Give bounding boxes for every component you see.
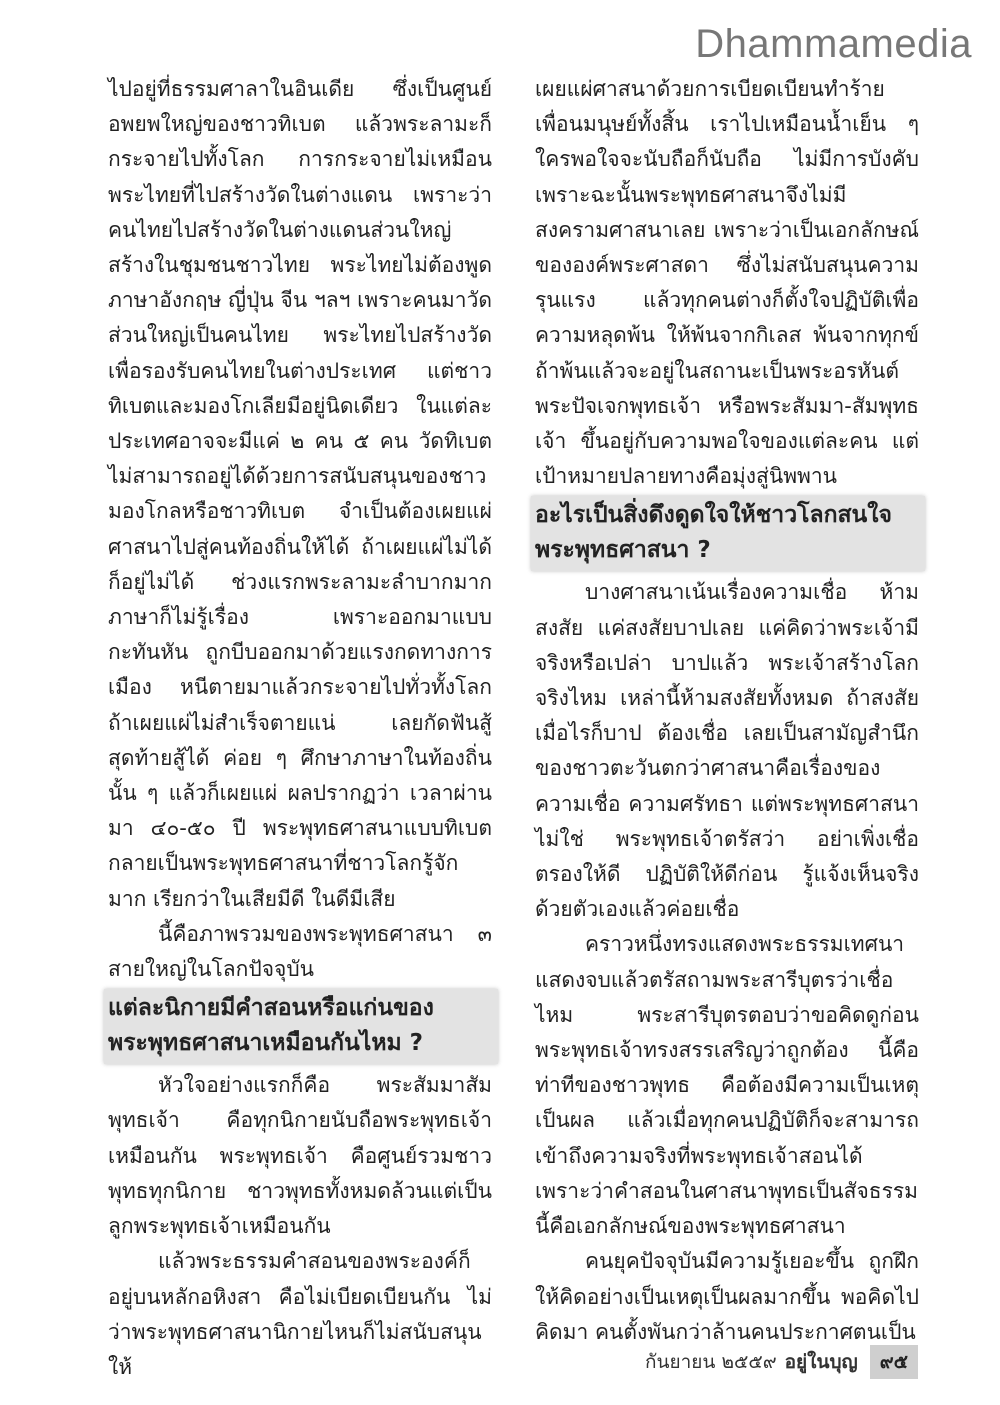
magazine-name: อยู่ในบุญ [784,1351,858,1373]
section-heading: อะไรเป็นสิ่งดึงดูดใจให้ชาวโลกสนใจพระพุทธศาสนา ? [531,496,925,571]
section-heading: แต่ละนิกายมีคำสอนหรือแก่นของพระพุทธศาสนาเหมือนกันไหม ? [104,989,498,1064]
page-number: ๙๕ [870,1345,918,1379]
paragraph: คนยุคปัจจุบันมีความรู้เยอะขึ้น ถูกฝึกให้คิดอย่างเป็นเหตุเป็นผลมากขึ้น พอคิดไปคิดมา คนตั้งพันกว่าล้านคนประกาศตนเป็น [535,1249,919,1344]
paragraph: บางศาสนาเน้นเรื่องความเชื่อ ห้ามสงสัย แค่สงสัยบาปเลย แค่คิดว่าพระเจ้ามีจริงหรือเปล่า บาปแล้ว พระเจ้าสร้างโลกจริงไหม เหล่านี้ห้ามสงสัยทั้งหมด ถ้าสงสัยเมื่อไรก็บาป ต้องเชื่อ เลยเป็นสามัญสำนึกของชาวตะวันตกว่าศาสนาคือเรื่องของความเชื่อ ความศรัทธา แต่พระพุทธศาสนาไม่ใช่ พระพุทธเจ้าตรัสว่า อย่าเพิ่งเชื่อ ตรองให้ดี ปฏิบัติให้ดีก่อน รู้แจ้งเห็นจริงด้วยตัวเองแล้วค่อยเชื่อ [535,580,919,922]
paragraph: เผยแผ่ศาสนาด้วยการเบียดเบียนทำร้ายเพื่อนมนุษย์ทั้งสิ้น เราไปเหมือนน้ำเย็น ๆ ใครพอใจจะนับถือก็นับถือ ไม่มีการบังคับ เพราะฉะนั้นพระพุทธศาสนาจึงไม่มีสงครามศาสนาเลย เพราะว่าเป็นเอกลักษณ์ขององค์พระศาสดา ซึ่งไม่สนับสนุนความรุนแรง แล้วทุกคนต่างก็ตั้งใจปฏิบัติเพื่อความหลุดพ้น ให้พ้นจากกิเลส พ้นจากทุกข์ ถ้าพ้นแล้วจะอยู่ในสถานะเป็นพระอรหันต์ พระปัจเจกพุทธเจ้า หรือพระสัมมา-สัมพุทธเจ้า ขึ้นอยู่กับความพอใจของแต่ละคน แต่เป้าหมายปลายทางคือมุ่งสู่นิพพาน [535,77,919,489]
paragraph: คราวหนึ่งทรงแสดงพระธรรมเทศนา แสดงจบแล้วตรัสถามพระสารีบุตรว่าเชื่อไหม พระสารีบุตรตอบว่าขอคิดดูก่อน พระพุทธเจ้าทรงสรรเสริญว่าถูกต้อง นี้คือท่าทีของชาวพุทธ คือต้องมีความเป็นเหตุเป็นผล แล้วเมื่อทุกคนปฏิบัติก็จะสามารถเข้าถึงความจริงที่พระพุทธเจ้าสอนได้ เพราะว่าคำสอนในศาสนาพุทธเป็นสัจธรรม นี้คือเอกลักษณ์ของพระพุทธศาสนา [535,932,919,1239]
paragraph: นี้คือภาพรวมของพระพุทธศาสนา ๓ สายใหญ่ในโลกปัจจุบัน [108,921,492,982]
paragraph: หัวใจอย่างแรกก็คือ พระสัมมาสัมพุทธเจ้า คือทุกนิกายนับถือพระพุทธเจ้าเหมือนกัน พระพุทธเจ้า คือศูนย์รวมชาวพุทธทุกนิกาย ชาวพุทธทั้งหมดล้วนแต่เป็นลูกพระพุทธเจ้าเหมือนกัน [108,1073,492,1239]
issue-date: กันยายน ๒๕๕๙ [644,1351,777,1373]
paragraph: แล้วพระธรรมคำสอนของพระองค์ก็อยู่บนหลักอหิงสา คือไม่เบียดเบียนกัน ไม่ว่าพระพุทธศาสนานิกายไหนก็ไม่สนับสนุนให้ [108,1249,492,1379]
right-column [535,72,919,1350]
left-column [108,72,492,1385]
brand-title: Dhammamedia [695,22,972,66]
page-footer [645,1345,918,1379]
paragraph: ไปอยู่ที่ธรรมศาลาในอินเดีย ซึ่งเป็นศูนย์อพยพใหญ่ของชาวทิเบต แล้วพระลามะก็กระจายไปทั้งโลก การกระจายไม่เหมือนพระไทยที่ไปสร้างวัดในต่างแดน เพราะว่าคนไทยไปสร้างวัดในต่างแดนส่วนใหญ่สร้างในชุมชนชาวไทย พระไทยไม่ต้องพูดภาษาอังกฤษ ญี่ปุ่น จีน ฯลฯ เพราะคนมาวัดส่วนใหญ่เป็นคนไทย พระไทยไปสร้างวัดเพื่อรองรับคนไทยในต่างประเทศ แต่ชาวทิเบตและมองโกเลียมีอยู่นิดเดียว ในแต่ละประเทศอาจจะมีแค่ ๒ คน ๕ คน วัดทิเบตไม่สามารถอยู่ได้ด้วยการสนับสนุนของชาวมองโกลหรือชาวทิเบต จำเป็นต้องเผยแผ่ศาสนาไปสู่คนท้องถิ่นให้ได้ ถ้าเผยแผ่ไม่ได้ก็อยู่ไม่ได้ ช่วงแรกพระลามะลำบากมาก ภาษาก็ไม่รู้เรื่อง เพราะออกมาแบบกะทันหัน ถูกบีบออกมาด้วยแรงกดทางการเมือง หนีตายมาแล้วกระจายไปทั่วทั้งโลก ถ้าเผยแผ่ไม่สำเร็จตายแน่ เลยกัดฟันสู้ สุดท้ายสู้ได้ ค่อย ๆ ศึกษาภาษาในท้องถิ่นนั้น ๆ แล้วก็เผยแผ่ ผลปรากฏว่า เวลาผ่านมา ๔๐-๕๐ ปี พระพุทธศาสนาแบบทิเบตกลายเป็นพระพุทธศาสนาที่ชาวโลกรู้จักมาก เรียกว่าในเสียมีดี ในดีมีเสีย [108,77,492,911]
